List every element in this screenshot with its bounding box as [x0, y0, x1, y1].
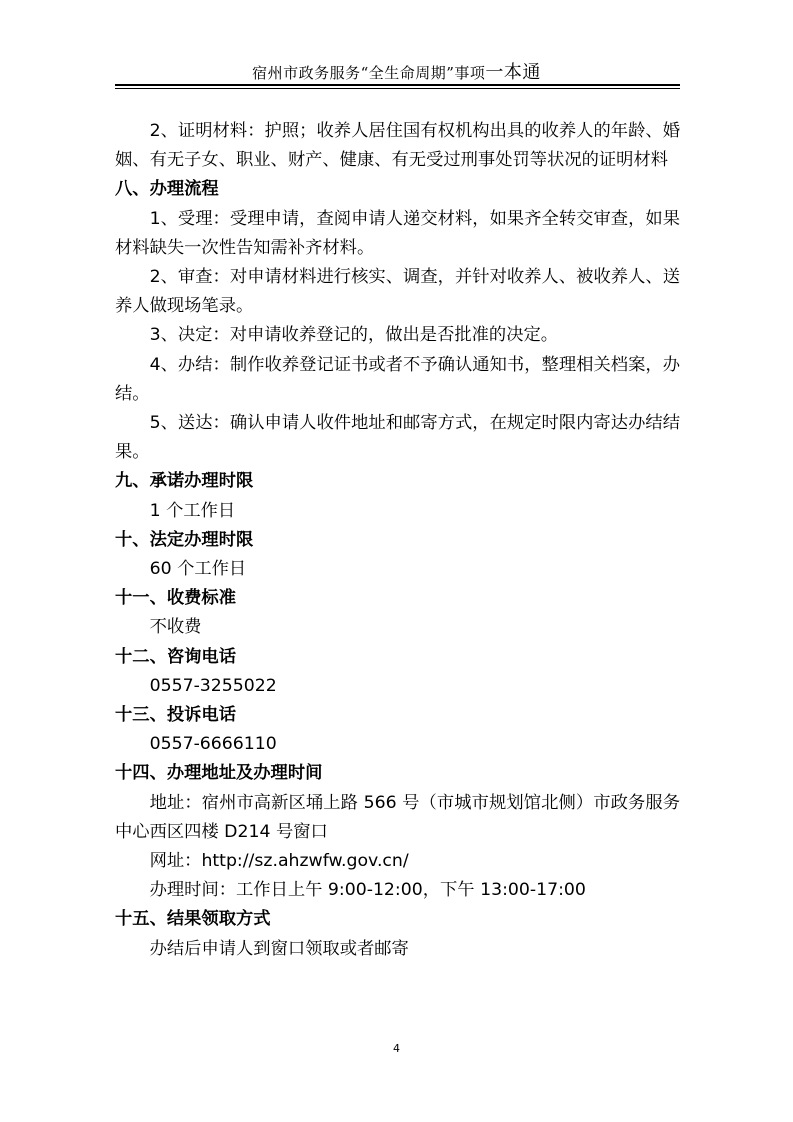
- process-step-1: 1、受理：受理申请，查阅申请人递交材料，如果齐全转交审查，如果材料缺失一次性告知需补齐材料。: [115, 208, 680, 258]
- header-rule-thick: [115, 84, 680, 86]
- process-step-2: 2、审查：对申请材料进行核实、调查，并针对收养人、被收养人、送养人做现场笔录。: [115, 267, 680, 317]
- process-step-3: 3、决定：对申请收养登记的，做出是否批准的决定。: [149, 325, 559, 346]
- header-title-tail: 一本通: [485, 62, 541, 83]
- consult-phone-heading: 十二、咨询电话: [115, 646, 236, 667]
- legal-time-heading: 十、法定办理时限: [115, 529, 254, 550]
- complaint-phone-heading: 十三、投诉电话: [115, 705, 236, 726]
- page-header: [0, 58, 793, 84]
- promised-time-value: 1 个工作日: [149, 500, 236, 521]
- document-body: [115, 117, 680, 964]
- fee-heading: 十一、收费标准: [115, 588, 236, 609]
- address-value: 地址：宿州市高新区埇上路 566 号（市城市规划馆北侧）市政务服务中心西区四楼 D214 号窗口: [115, 792, 680, 842]
- process-heading: 八、办理流程: [115, 179, 219, 200]
- fee-value: 不收费: [149, 617, 202, 638]
- complaint-phone-value: 0557-6666110: [149, 734, 277, 755]
- process-step-4: 4、办结：制作收养登记证书或者不予确认通知书，整理相关档案，办结。: [115, 354, 680, 404]
- materials-item-2: 2、证明材料：护照；收养人居住国有权机构出具的收养人的年龄、婚姻、有无子女、职业、财产、健康、有无受过刑事处罚等状况的证明材料: [115, 121, 680, 171]
- hours-value: 办理时间：工作日上午 9:00-12:00，下午 13:00-17:00: [149, 880, 586, 901]
- header-rule-thin: [115, 88, 680, 89]
- header-title: 宿州市政务服务“全生命周期”事项: [252, 64, 486, 82]
- page-number: 4: [393, 1042, 400, 1055]
- result-pickup-heading: 十五、结果领取方式: [115, 909, 271, 930]
- promised-time-heading: 九、承诺办理时限: [115, 471, 254, 492]
- process-step-5: 5、送达：确认申请人收件地址和邮寄方式，在规定时限内寄达办结结果。: [115, 413, 680, 463]
- website-value: 网址：http://sz.ahzwfw.gov.cn/: [149, 851, 409, 872]
- legal-time-value: 60 个工作日: [149, 559, 247, 580]
- consult-phone-value: 0557-3255022: [149, 675, 277, 696]
- result-pickup-value: 办结后申请人到窗口领取或者邮寄: [149, 938, 409, 959]
- address-time-heading: 十四、办理地址及办理时间: [115, 763, 323, 784]
